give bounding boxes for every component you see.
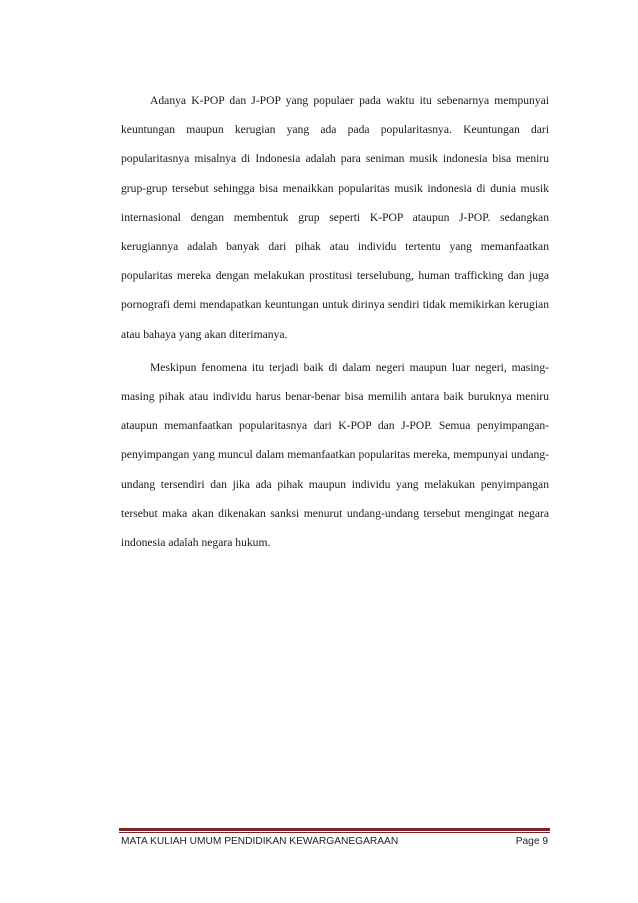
footer-page-number: Page 9 [515, 836, 548, 847]
paragraph-2: Meskipun fenomena itu terjadi baik di dalam negeri maupun luar negeri, masing-masing pihak atau individu harus benar-benar bisa memilih antara baik buruknya meniru ataupun memanfaatkan popularitasnya dari K-POP dan J-POP. Semua penyimpangan-penyimpangan yang muncul dalam memanfaatkan popularitas mereka, mempunyai undang-undang tersendiri dan jika ada pihak maupun individu yang melakukan penyimpangan tersebut maka akan dikenakan sanksi menurut undang-undang tersebut mengingat negara indonesia adalah negara hukum. [121, 360, 549, 550]
page-footer [121, 836, 548, 847]
footer-rule [119, 828, 550, 833]
footer-rule-thin [119, 832, 550, 833]
body-text [121, 86, 549, 557]
paragraph-1: Adanya K-POP dan J-POP yang populaer pada waktu itu sebenarnya mempunyai keuntungan maupun kerugian yang ada pada popularitasnya. Keuntungan dari popularitasnya misalnya di Indonesia adalah para seniman musik indonesia bisa meniru grup-grup tersebut sehingga bisa menaikkan popularitas musik indonesia di dunia musik internasional dengan membentuk grup seperti K-POP ataupun J-POP. sedangkan kerugiannya adalah banyak dari pihak atau individu tertentu yang memanfaatkan popularitas mereka dengan melakukan prostitusi terselubung, human trafficking dan juga pornografi demi mendapatkan keuntungan untuk dirinya sendiri tidak memikirkan kerugian atau bahaya yang akan diterimanya. [121, 94, 549, 341]
footer-course-title: MATA KULIAH UMUM PENDIDIKAN KEWARGANEGARAAN [121, 836, 399, 847]
